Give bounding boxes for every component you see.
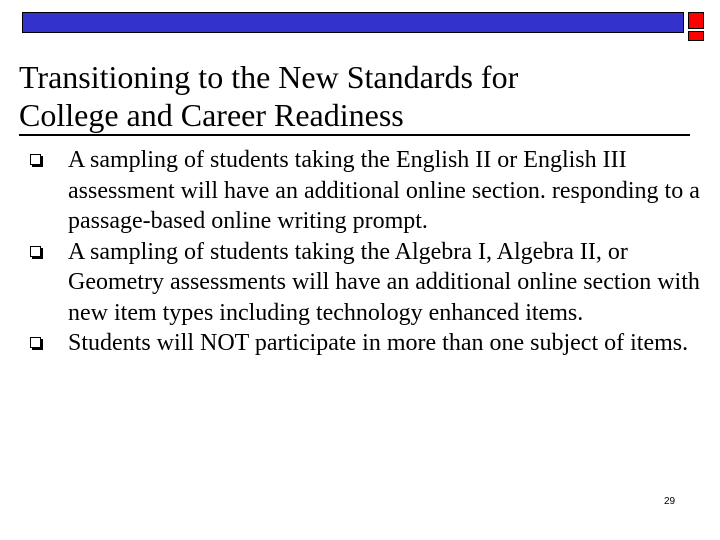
bullet-list <box>30 145 700 359</box>
list-item <box>30 145 700 237</box>
bullet-text: Students will NOT participate in more than one subject of items. <box>68 330 689 356</box>
square-bullet-icon <box>30 337 41 348</box>
square-bullet-icon <box>30 154 41 165</box>
slide-title: Transitioning to the New Standards for College and Career Readiness <box>19 59 519 133</box>
bullet-text: A sampling of students taking the Algebra I, Algebra II, or Geometry assessments will have an additional online section with new item types including technology enhanced items. <box>68 238 700 326</box>
header-accent-bottom <box>688 31 704 41</box>
list-item <box>30 237 700 329</box>
header-accent-top <box>688 12 704 29</box>
bullet-text: A sampling of students taking the English II or English III assessment will have an additional online section. responding to a passage-based online writing prompt. <box>68 147 700 234</box>
list-item <box>30 328 700 359</box>
square-bullet-icon <box>30 246 41 257</box>
page-number: 29 <box>664 496 676 507</box>
title-underline <box>19 134 690 136</box>
header-bar <box>22 12 684 33</box>
